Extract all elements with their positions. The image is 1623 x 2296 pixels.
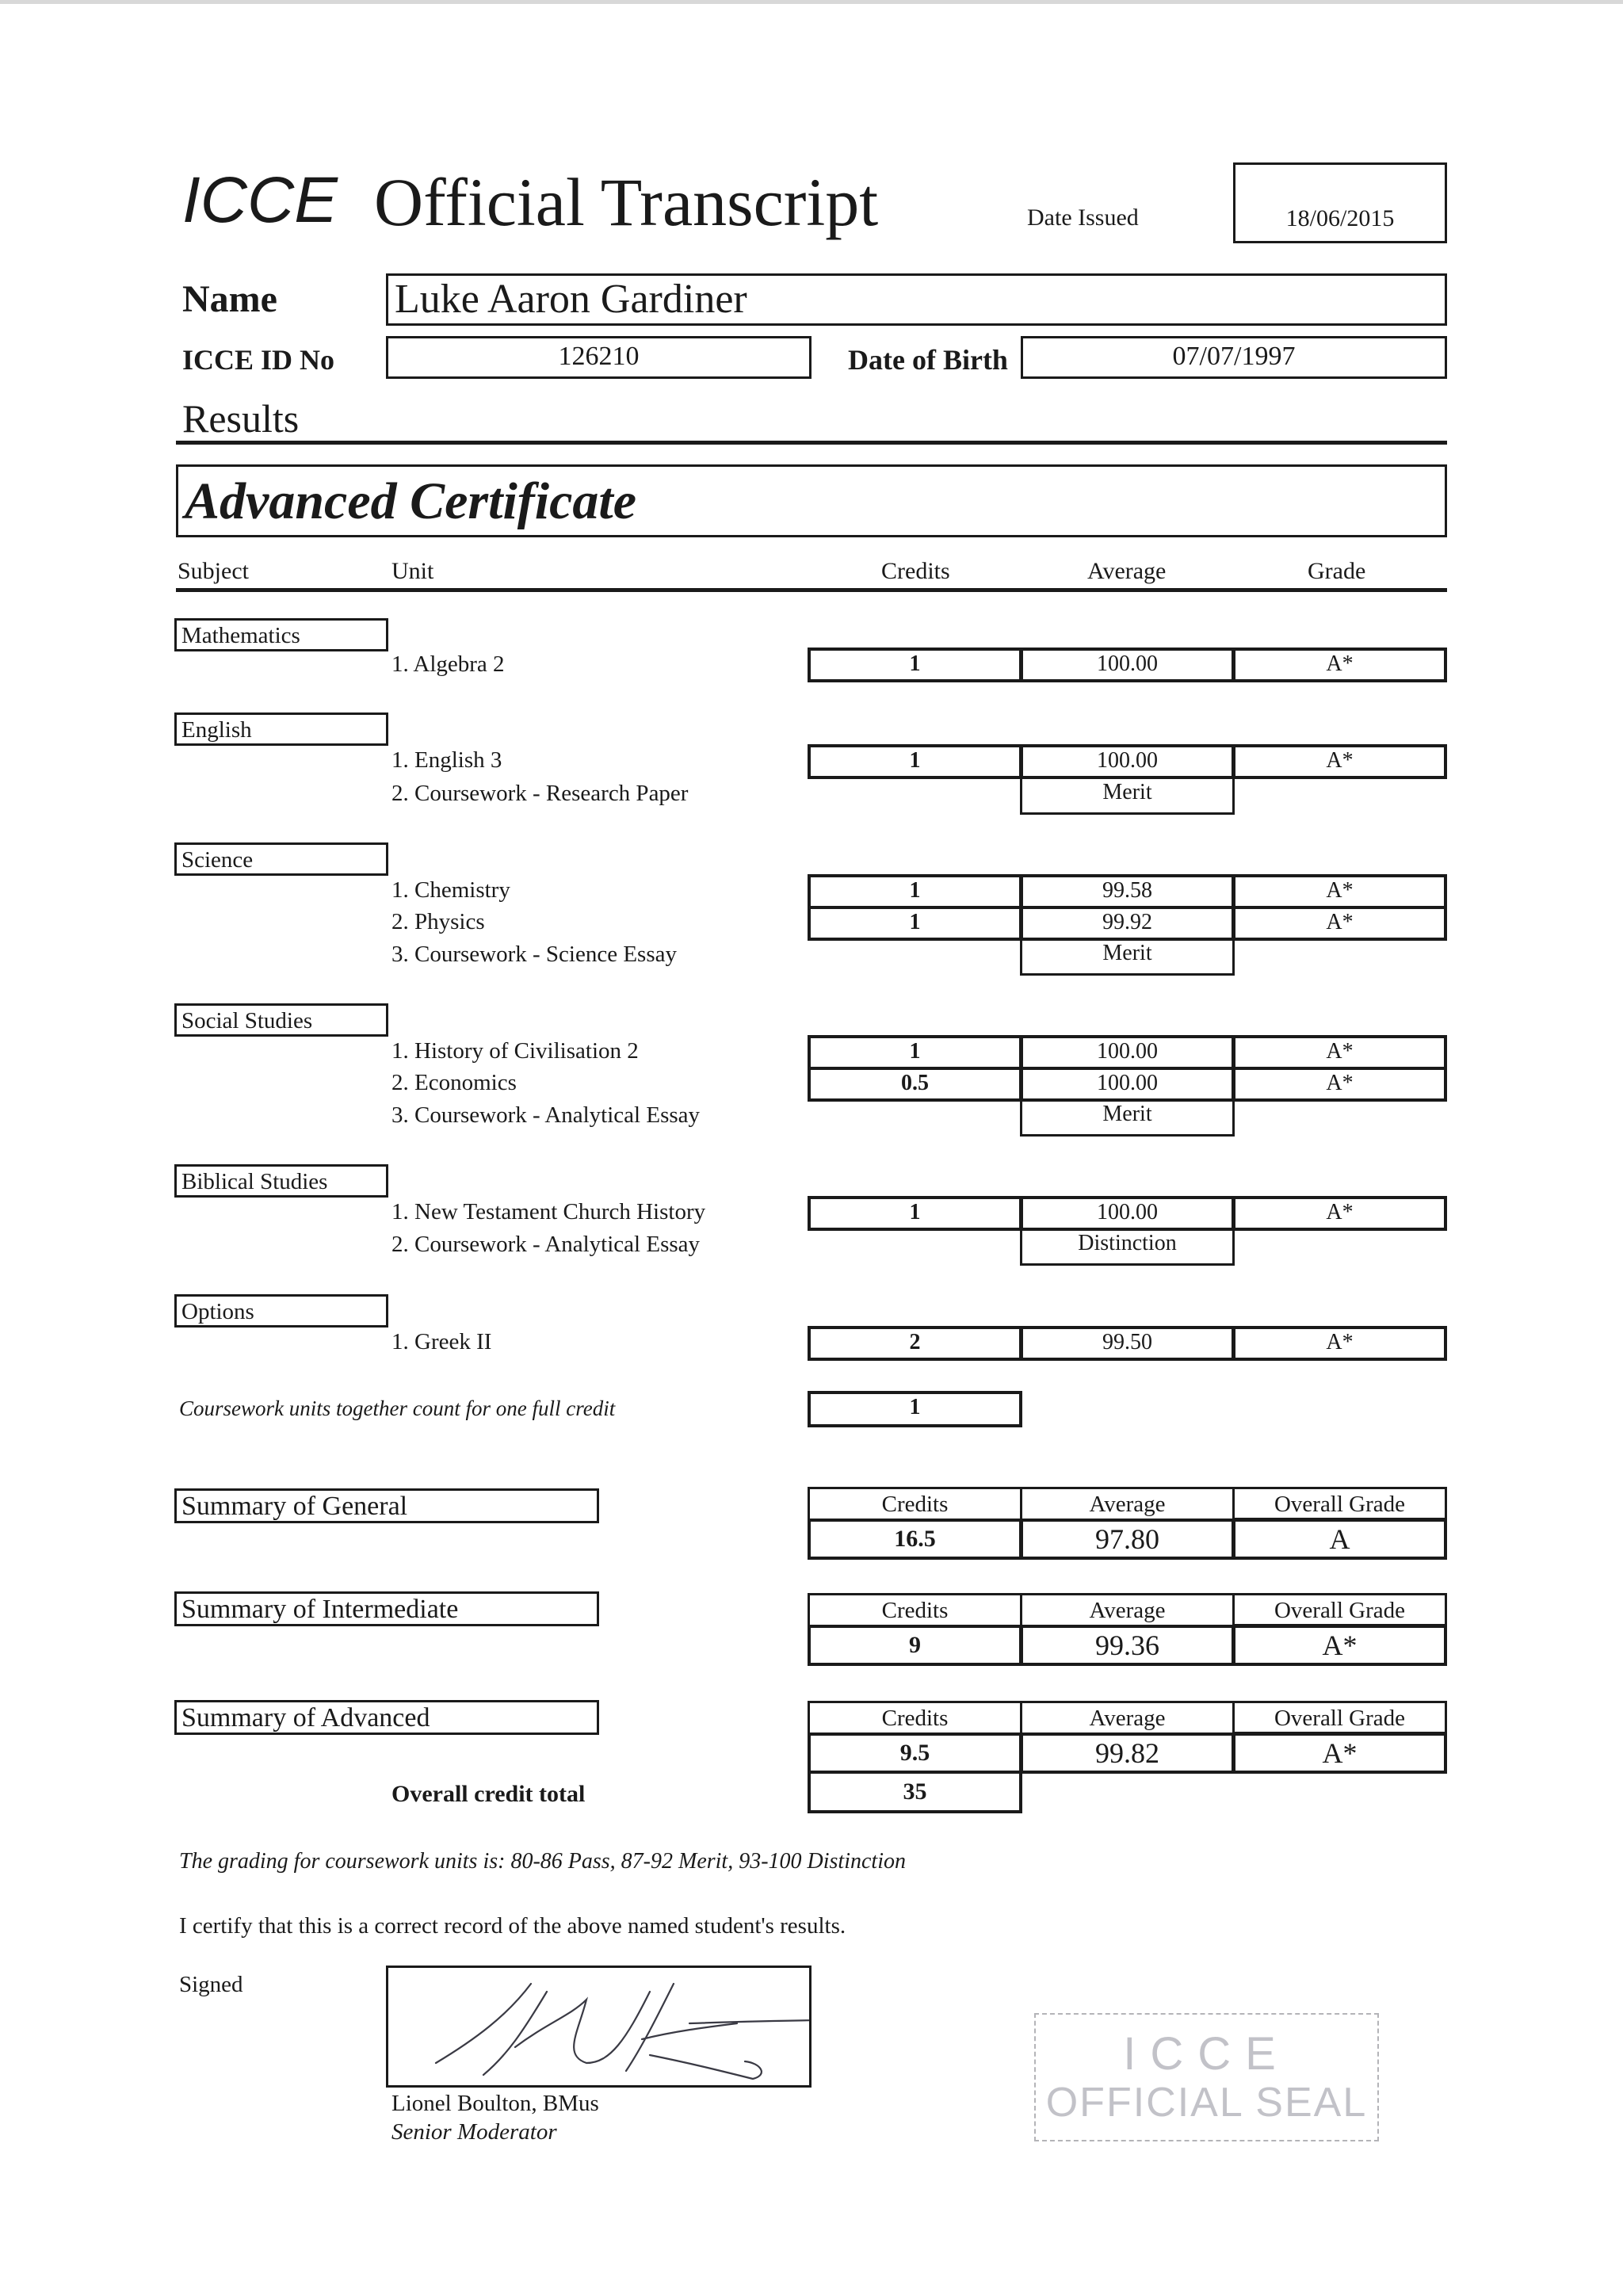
name-label: Name bbox=[182, 278, 277, 320]
id-field bbox=[386, 336, 812, 379]
summary-grade-value: A* bbox=[1232, 1733, 1447, 1774]
average-cell: 100.00 bbox=[1020, 744, 1235, 779]
unit-science-essay: 3. Coursework - Science Essay bbox=[391, 942, 677, 967]
grade-cell: A* bbox=[1232, 1035, 1447, 1070]
subject-mathematics: Mathematics bbox=[174, 618, 388, 651]
certificate-box bbox=[176, 464, 1447, 537]
average-cell: 99.92 bbox=[1020, 906, 1235, 941]
unit-analytical-essay: 2. Coursework - Analytical Essay bbox=[391, 1232, 701, 1257]
id-value: 126210 bbox=[558, 342, 640, 371]
signature bbox=[388, 1968, 809, 2085]
dob-label: Date of Birth bbox=[848, 344, 1008, 376]
certificate-title: Advanced Certificate bbox=[185, 472, 637, 530]
unit-chemistry: 1. Chemistry bbox=[391, 877, 510, 903]
grade-cell: A* bbox=[1232, 1067, 1447, 1102]
summary-grade-header: Overall Grade bbox=[1232, 1593, 1447, 1626]
grade-cell: A* bbox=[1232, 1196, 1447, 1231]
unit-research-paper: 2. Coursework - Research Paper bbox=[391, 781, 689, 806]
unit-physics: 2. Physics bbox=[391, 909, 485, 934]
summary-average-header: Average bbox=[1020, 1487, 1235, 1520]
official-seal bbox=[1034, 2013, 1379, 2141]
overall-credit-label: Overall credit total bbox=[391, 1781, 586, 1807]
unit-algebra-2: 1. Algebra 2 bbox=[391, 651, 505, 677]
grade-cell: A* bbox=[1232, 874, 1447, 909]
credits-cell: 0.5 bbox=[808, 1067, 1022, 1102]
coursework-grade-cell: Merit bbox=[1020, 777, 1235, 815]
results-heading: Results bbox=[182, 396, 300, 441]
summary-average-header: Average bbox=[1020, 1593, 1235, 1626]
summary-credits-header: Credits bbox=[808, 1593, 1022, 1626]
subject-options: Options bbox=[174, 1294, 388, 1328]
summary-grade-value: A bbox=[1232, 1519, 1447, 1560]
date-issued-box bbox=[1233, 162, 1447, 243]
grade-cell: A* bbox=[1232, 1326, 1447, 1361]
summary-grade-header: Overall Grade bbox=[1232, 1487, 1447, 1520]
average-cell: 100.00 bbox=[1020, 1035, 1235, 1070]
summary-credits-value: 16.5 bbox=[808, 1519, 1022, 1560]
seal-line-2: OFFICIAL SEAL bbox=[1045, 2080, 1368, 2126]
average-cell: 100.00 bbox=[1020, 648, 1235, 682]
credits-cell: 2 bbox=[808, 1326, 1022, 1361]
coursework-note: Coursework units together count for one full credit bbox=[179, 1396, 616, 1420]
dob-field bbox=[1021, 336, 1447, 379]
subject-biblical-studies: Biblical Studies bbox=[174, 1164, 388, 1198]
summary-grade-value: A* bbox=[1232, 1625, 1447, 1666]
summary-advanced-label: Summary of Advanced bbox=[174, 1700, 599, 1735]
credits-cell: 1 bbox=[808, 744, 1022, 779]
grading-note: The grading for coursework units is: 80-86 Pass, 87-92 Merit, 93-100 Distinction bbox=[179, 1849, 906, 1874]
signatory-name: Lionel Boulton, BMus bbox=[391, 2091, 599, 2116]
average-cell: 99.50 bbox=[1020, 1326, 1235, 1361]
header-rule bbox=[176, 588, 1447, 592]
subject-science: Science bbox=[174, 842, 388, 876]
col-credits: Credits bbox=[881, 558, 950, 584]
credits-cell: 1 bbox=[808, 906, 1022, 941]
unit-history-of-civilisation: 1. History of Civilisation 2 bbox=[391, 1038, 639, 1064]
summary-credits-value: 9.5 bbox=[808, 1733, 1022, 1774]
results-rule bbox=[176, 441, 1447, 445]
unit-greek-ii: 1. Greek II bbox=[391, 1329, 492, 1354]
coursework-credit-cell: 1 bbox=[808, 1391, 1022, 1427]
overall-credit-value: 35 bbox=[808, 1771, 1022, 1813]
summary-credits-value: 9 bbox=[808, 1625, 1022, 1666]
unit-economics: 2. Economics bbox=[391, 1070, 517, 1095]
coursework-grade-cell: Distinction bbox=[1020, 1228, 1235, 1266]
average-cell: 99.58 bbox=[1020, 874, 1235, 909]
summary-general-label: Summary of General bbox=[174, 1488, 599, 1523]
top-edge-line bbox=[0, 0, 1623, 4]
col-subject: Subject bbox=[178, 558, 249, 584]
credits-cell: 1 bbox=[808, 1196, 1022, 1231]
unit-english-3: 1. English 3 bbox=[391, 747, 502, 773]
page-title: Official Transcript bbox=[374, 164, 879, 240]
name-value: Luke Aaron Gardiner bbox=[395, 277, 747, 322]
summary-average-header: Average bbox=[1020, 1701, 1235, 1734]
col-average: Average bbox=[1087, 558, 1167, 584]
id-label: ICCE ID No bbox=[182, 344, 335, 376]
summary-average-value: 99.36 bbox=[1020, 1625, 1235, 1666]
grade-cell: A* bbox=[1232, 906, 1447, 941]
credits-cell: 1 bbox=[808, 1035, 1022, 1070]
signed-label: Signed bbox=[179, 1972, 243, 1997]
unit-analytical-essay: 3. Coursework - Analytical Essay bbox=[391, 1102, 701, 1128]
name-field bbox=[386, 273, 1447, 326]
col-grade: Grade bbox=[1308, 558, 1366, 584]
average-cell: 100.00 bbox=[1020, 1067, 1235, 1102]
credits-cell: 1 bbox=[808, 874, 1022, 909]
date-issued-value: 18/06/2015 bbox=[1285, 205, 1395, 231]
summary-average-value: 99.82 bbox=[1020, 1733, 1235, 1774]
coursework-grade-cell: Merit bbox=[1020, 938, 1235, 976]
subject-english: English bbox=[174, 712, 388, 746]
signature-box bbox=[386, 1966, 812, 2088]
certify-text: I certify that this is a correct record of the above named student's results. bbox=[179, 1913, 846, 1939]
seal-line-1: ICCE bbox=[1123, 2028, 1290, 2080]
signatory-title: Senior Moderator bbox=[391, 2119, 557, 2145]
summary-credits-header: Credits bbox=[808, 1487, 1022, 1520]
credits-cell: 1 bbox=[808, 648, 1022, 682]
dob-value: 07/07/1997 bbox=[1172, 342, 1296, 371]
summary-grade-header: Overall Grade bbox=[1232, 1701, 1447, 1734]
subject-social-studies: Social Studies bbox=[174, 1003, 388, 1037]
grade-cell: A* bbox=[1232, 744, 1447, 779]
average-cell: 100.00 bbox=[1020, 1196, 1235, 1231]
col-unit: Unit bbox=[391, 558, 434, 584]
summary-credits-header: Credits bbox=[808, 1701, 1022, 1734]
grade-cell: A* bbox=[1232, 648, 1447, 682]
summary-average-value: 97.80 bbox=[1020, 1519, 1235, 1560]
summary-intermediate-label: Summary of Intermediate bbox=[174, 1591, 599, 1626]
unit-church-history: 1. New Testament Church History bbox=[391, 1199, 706, 1224]
logo-text: ICCE bbox=[182, 164, 338, 236]
date-issued-label: Date Issued bbox=[1027, 204, 1139, 231]
coursework-grade-cell: Merit bbox=[1020, 1098, 1235, 1137]
